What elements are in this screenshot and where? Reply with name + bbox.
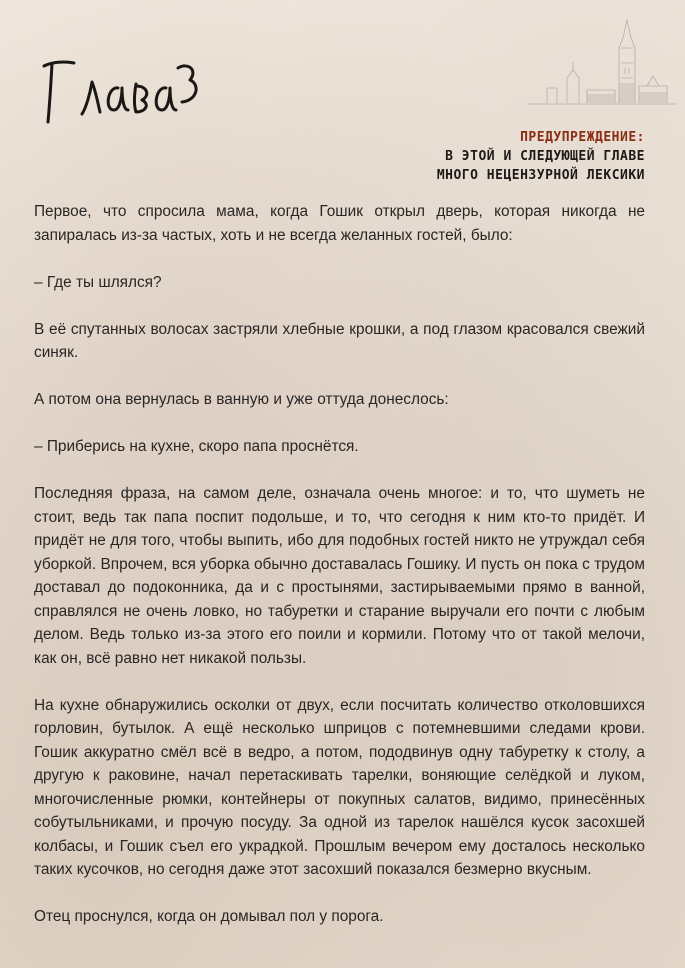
chapter-title-handwriting bbox=[38, 48, 198, 128]
content-warning bbox=[285, 128, 645, 185]
warning-line-1: В ЭТОЙ И СЛЕДУЮЩЕЙ ГЛАВЕ bbox=[445, 149, 645, 164]
paragraph: На кухне обнаружились осколки от двух, если посчитать количество отколовшихся горловин, бутылок. А ещё несколько шприцов с потемневшими следами крови. Гошик аккуратно смёл всё в ведро, а потом, пододвинув одну табуретку к столу, а другую к раковине, начал перетаскивать тарелки, воняющие селёдкой и луком, многочисленные рюмки, контейнеры от покупных салатов, видимо, принесённых собутыльниками, и прочую посуду. За одной из тарелок нашёлся кусок засохшей колбасы, и Гошик съел его украдкой. Прошлым вечером ему досталось несколько таких кусочков, но сегодня даже этот засохший показался безмерно вкусным. bbox=[34, 696, 645, 878]
paragraph: Последняя фраза, на самом деле, означала очень многое: и то, что шуметь не стоит, ведь так папа поспит подольше, и то, что сегодня к ним кто-то придёт. И придёт не для того, чтобы выпить, ибо для подобных гостей никто не утруждал себя уборкой. Впрочем, вся уборка обычно доставалась Гошику. И пусть он пока с трудом доставал до подоконника, да и с простынями, застирываемыми прямо в ванной, справлялся не очень ловко, но табуретки и старание выручали его почти с любым делом. Ведь только из-за этого его поили и кормили. Потому что от такой мелочи, как он, всё равно нет никакой пользы. bbox=[34, 485, 645, 667]
paragraph: В её спутанных волосах застряли хлебные крошки, а под глазом красовался свежий синяк. bbox=[34, 320, 645, 361]
kremlin-sketch-icon bbox=[527, 8, 677, 118]
paragraph: – Где ты шлялся? bbox=[34, 273, 162, 291]
warning-line-2: МНОГО НЕЦЕНЗУРНОЙ ЛЕКСИКИ bbox=[436, 168, 645, 183]
chapter-body bbox=[34, 200, 645, 929]
paragraph: А потом она вернулась в ванную и уже оттуда донеслось: bbox=[34, 391, 449, 408]
paragraph: Отец проснулся, когда он домывал пол у порога. bbox=[34, 908, 384, 925]
paragraph: – Приберись на кухне, скоро папа проснётся. bbox=[34, 438, 359, 455]
chapter-title bbox=[38, 48, 198, 128]
paragraph: Первое, что спросила мама, когда Гошик открыл дверь, которая никогда не запиралась из-за частых, хоть и не всегда желанных гостей, было: bbox=[34, 203, 645, 244]
warning-heading: ПРЕДУПРЕЖДЕНИЕ: bbox=[520, 130, 645, 145]
kremlin-sketch-illustration bbox=[527, 8, 677, 118]
